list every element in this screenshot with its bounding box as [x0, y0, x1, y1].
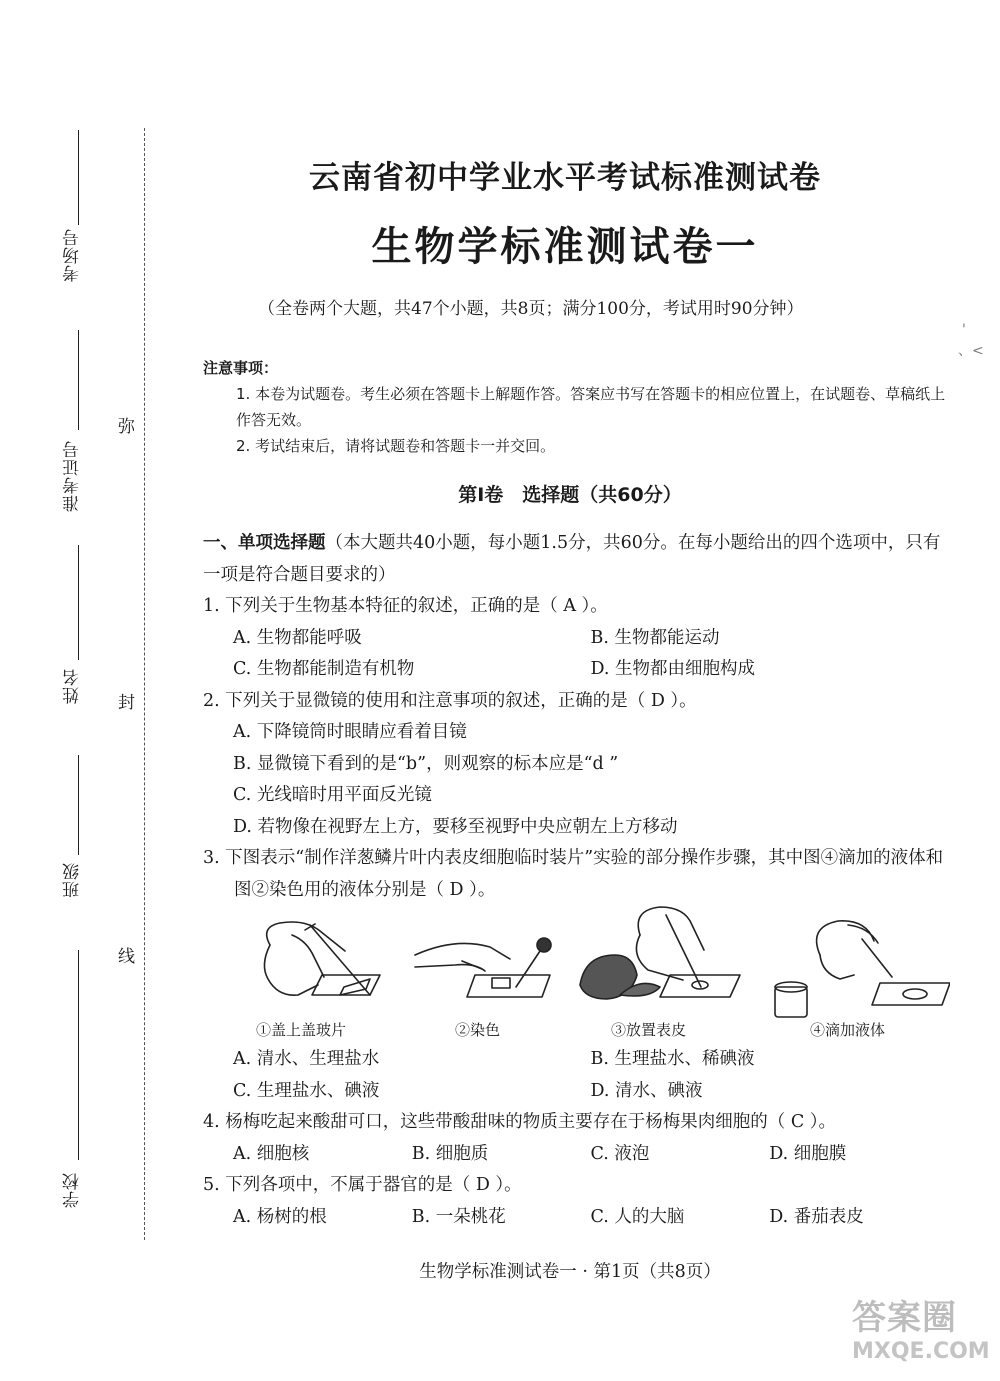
figure-caption: ④滴加液体 — [810, 1021, 886, 1039]
seal-char-xian: 线 — [118, 947, 135, 967]
option-row — [203, 623, 948, 655]
option-row — [203, 1202, 948, 1234]
option: D. 清水、碘液 — [590, 1080, 703, 1101]
option: B. 显微镜下看到的是“b”，则观察的标本应是“d ” — [233, 753, 619, 774]
notes-item: 1. 本卷为试题卷。考生必须在答题卡上解题作答。答案应书写在答题卡的相应位置上，在试题卷、草稿纸上作答无效。 — [236, 385, 946, 429]
exam-info: （全卷两个大题，共47个小题，共8页；满分100分，考试用时90分钟） — [258, 299, 804, 319]
admission-no-label: 准考证号 — [63, 440, 83, 512]
option: B. 生理盐水、稀碘液 — [590, 1049, 755, 1069]
option-row — [203, 1076, 948, 1108]
step1-illustration — [264, 922, 380, 995]
scan-mark-2: 、< — [958, 343, 984, 359]
option-row — [203, 1139, 948, 1171]
option: B. 生物都能运动 — [590, 627, 720, 648]
seal-char-mi: 弥 — [118, 417, 135, 437]
step2-illustration — [415, 938, 551, 997]
option: D. 细胞膜 — [769, 1143, 847, 1164]
question-stem: 1. 下列关于生物基本特征的叙述，正确的是（ A ）。 — [203, 596, 608, 616]
option: D. 若物像在视野左上方，要移至视野中央应朝左上方移动 — [233, 816, 678, 837]
exam-room-label: 考场号 — [63, 228, 83, 282]
watermark-logo — [852, 1290, 990, 1370]
option: A. 生物都能呼吸 — [233, 627, 362, 648]
option: D. 生物都由细胞构成 — [590, 659, 756, 679]
option: C. 人的大脑 — [590, 1206, 685, 1227]
option-row — [203, 1044, 948, 1076]
questions-block-top — [203, 528, 948, 906]
option: C. 生物都能制造有机物 — [233, 659, 415, 679]
class-line — [78, 755, 79, 855]
option: A. 下降镜筒时眼睛应看着目镜 — [233, 722, 467, 742]
admission-no-line — [78, 330, 79, 430]
seal-dashed-line — [144, 128, 145, 1240]
figure-caption: ③放置表皮 — [611, 1021, 687, 1039]
option: D. 番茄表皮 — [769, 1206, 864, 1227]
option: B. 一朵桃花 — [411, 1206, 506, 1227]
figure-caption: ②染色 — [455, 1021, 501, 1039]
questions-block-bottom — [203, 1044, 948, 1233]
school-label: 学校 — [63, 1172, 83, 1208]
scan-mark: ' — [962, 322, 966, 338]
notes-item: 2. 考试结束后，请将试题卷和答题卡一并交回。 — [236, 437, 556, 455]
option: B. 细胞质 — [411, 1143, 489, 1164]
option: C. 液泡 — [590, 1143, 650, 1164]
question-stem: 2. 下列关于显微镜的使用和注意事项的叙述，正确的是（ D ）。 — [203, 690, 697, 711]
page-title: 云南省初中学业水平考试标准测试卷 — [309, 160, 821, 196]
option: A. 细胞核 — [233, 1143, 310, 1164]
part-label: 一、单项选择题 — [203, 533, 326, 553]
question-stem: 4. 杨梅吃起来酸甜可口，这些带酸甜味的物质主要存在于杨梅果肉细胞的（ C ）。 — [203, 1112, 837, 1132]
class-label: 班级 — [63, 862, 83, 898]
figure-caption: ①盖上盖玻片 — [256, 1021, 347, 1039]
notes-heading: 注意事项： — [203, 359, 279, 377]
section-title: 第Ⅰ卷 选择题（共60分） — [458, 484, 682, 506]
watermark-text: 答案圈 — [852, 1298, 957, 1338]
option: C. 生理盐水、碘液 — [233, 1080, 380, 1101]
page-subtitle: 生物学标准测试卷一 — [371, 223, 759, 270]
question-stem: 5. 下列各项中，不属于器官的是（ D ）。 — [203, 1175, 522, 1195]
question-stem: 3. 下图表示“制作洋葱鳞片叶内表皮细胞临时装片”实验的部分操作步骤，其中图④滴加的液体和图②染色用的液体分别是（ D ）。 — [203, 848, 944, 900]
name-line — [78, 545, 79, 660]
part-desc: （本大题共40小题，每小题1.5分，共60分。在每小题给出的四个选项中，只有一项是符合题目要求的） — [203, 533, 941, 585]
option-row — [203, 654, 948, 686]
option: A. 杨树的根 — [233, 1206, 327, 1227]
school-line — [78, 950, 79, 1160]
watermark-url: MXQE.COM — [852, 1339, 990, 1364]
notes-block — [203, 355, 953, 459]
seal-char-feng: 封 — [118, 693, 135, 713]
name-label: 姓名 — [63, 668, 83, 704]
option: C. 光线暗时用平面反光镜 — [233, 785, 432, 805]
option: A. 清水、生理盐水 — [233, 1049, 380, 1069]
step3-illustration — [580, 907, 740, 999]
page-footer: 生物学标准测试卷一 · 第1页（共8页） — [419, 1262, 721, 1282]
step4-illustration — [775, 921, 950, 1017]
